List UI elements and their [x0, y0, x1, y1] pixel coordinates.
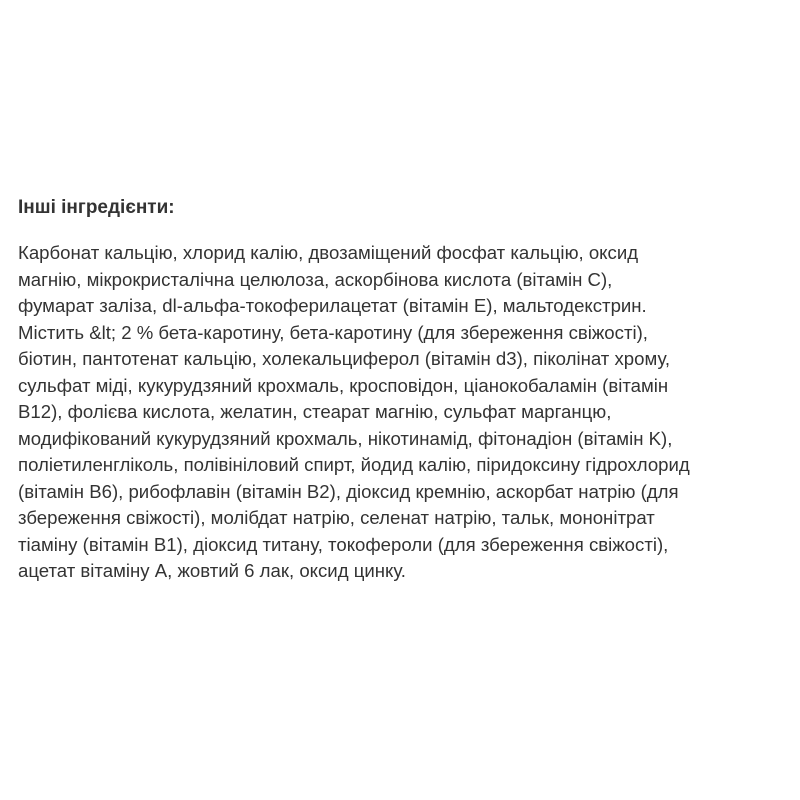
ingredients-line: збереження свіжості), молібдат натрію, селенат натрію, тальк, мононітрат	[18, 507, 655, 528]
ingredients-paragraph	[18, 240, 780, 585]
ingredients-line: ацетат вітаміну A, жовтий 6 лак, оксид цинку.	[18, 560, 406, 581]
section-heading: Інші інгредієнти:	[18, 197, 175, 218]
ingredients-line: тіаміну (вітамін B1), діоксид титану, токофероли (для збереження свіжості),	[18, 533, 669, 555]
ingredients-line: фумарат заліза, dl-альфа-токоферилацетат (вітамін E), мальтодекстрин.	[18, 295, 647, 316]
ingredients-line: поліетиленгліколь, полівініловий спирт, йодид калію, піридоксину гідрохлорид	[18, 454, 690, 475]
ingredients-line: сульфат міді, кукурудзяний крохмаль, кросповідон, ціанокобаламін (вітамін	[18, 374, 669, 396]
ingredients-line: (вітамін B6), рибофлавін (вітамін B2), діоксид кремнію, аскорбат натрію (для	[18, 480, 679, 502]
ingredients-line: біотин, пантотенат кальцію, холекальциферол (вітамін d3), піколінат хрому,	[18, 348, 671, 369]
ingredients-line: магнію, мікрокристалічна целюлоза, аскорбінова кислота (вітамін C),	[18, 268, 613, 290]
ingredients-line: Містить &lt; 2 % бета-каротину, бета-каротину (для збереження свіжості),	[18, 321, 648, 343]
ingredients-line: Карбонат кальцію, хлорид калію, двозаміщений фосфат кальцію, оксид	[18, 242, 639, 263]
ingredients-line: B12), фолієва кислота, желатин, стеарат магнію, сульфат марганцю,	[18, 401, 612, 422]
ingredients-line: модифікований кукурудзяний крохмаль, нікотинамід, фітонадіон (вітамін K),	[18, 427, 673, 449]
